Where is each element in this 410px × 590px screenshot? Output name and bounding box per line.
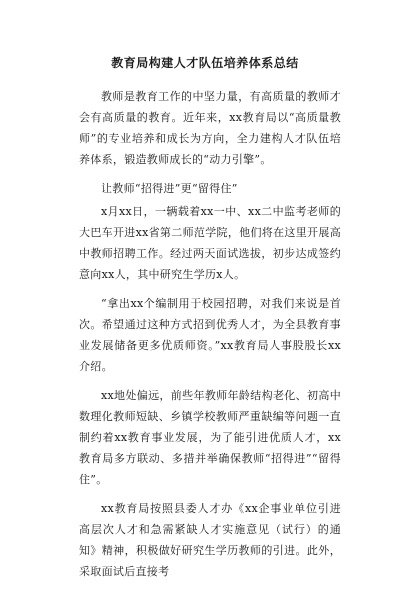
paragraph-policy: xx教育局按照县委人才办《xx企事业单位引进高层次人才和急需紧缺人才实施意见（试行）的通知》精神，积极做好研究生学历教师的引进。此外，采取面试后直接考 (79, 502, 341, 578)
section-heading: 让教师“招得进”更“留得住” (101, 182, 238, 195)
paragraph-background: xx地处偏远，前些年教师年龄结构老化、初高中数理化教师短缺、乡镇学校教师严重缺编等问题一直制约着xx教育事业发展，为了能引进优质人才，xx教育局多方联动、多措并举确保教师“招得进”“留得住”。 (79, 389, 341, 486)
paragraph-intro: 教师是教育工作的中坚力量，有高质量的教师才会有高质量的教育。近年来，xx教育局以“高质量教师”的专业培养和成长为方向，全力建构人才队伍培养体系，锻造教师成长的“动力引擎”。 (79, 90, 341, 166)
document-body (79, 86, 341, 590)
document-title: 教育局构建人才队伍培养体系总结 (111, 56, 299, 70)
paragraph-recruitment: x月xx日，一辆载着xx一中、xx二中监考老师的大巴车开进xx省第二师范学院，他们将在这里开展高中教师招聘工作。经过两天面试选拔，初步达成签约意向xx人，其中研究生学历x人。 (79, 205, 341, 281)
paragraph-quote: “拿出xx个编制用于校园招聘，对我们来说是首次。希望通过这种方式招到优秀人才，为全县教育事业发展储备更多优质师资。”xx教育局人事股股长xx介绍。 (79, 297, 341, 373)
